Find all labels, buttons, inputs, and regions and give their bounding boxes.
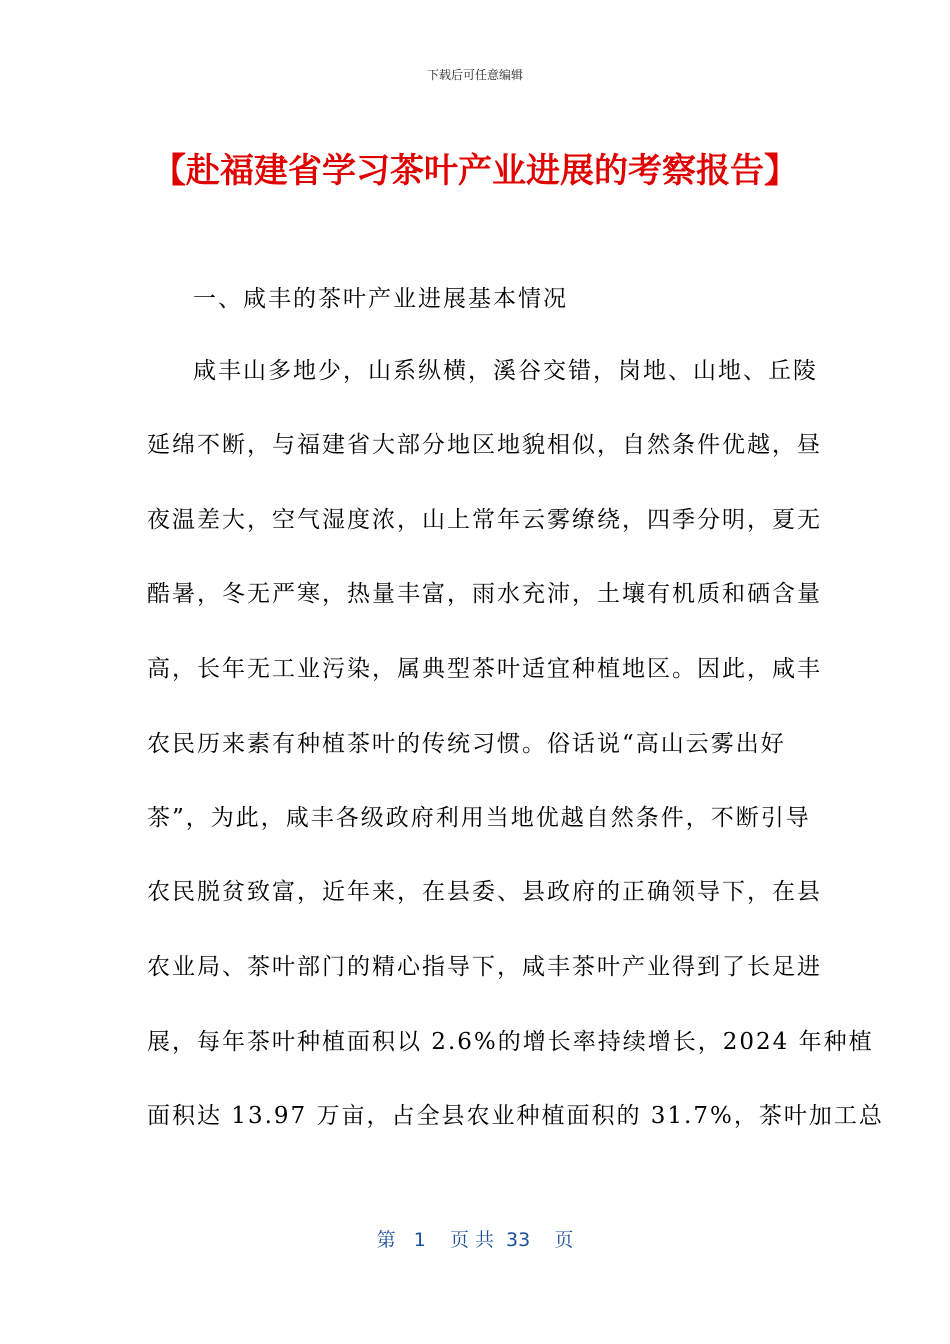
paragraph-line: 酷暑，冬无严寒，热量丰富，雨水充沛，土壤有机质和硒含量 — [147, 581, 822, 607]
paragraph-line: 延绵不断，与福建省大部分地区地貌相似，自然条件优越，昼 — [147, 432, 822, 458]
paragraph-line: 夜温差大，空气湿度浓，山上常年云雾缭绕，四季分明，夏无 — [147, 507, 822, 533]
paragraph-line: 高，长年无工业污染，属典型茶叶适宜种植地区。因此，咸丰 — [147, 656, 822, 682]
paragraph-line: 面积达 13.97 万亩，占全县农业种植面积的 31.7%，茶叶加工总 — [147, 1103, 884, 1129]
section-heading: 一、咸丰的茶叶产业进展基本情况 — [193, 286, 568, 312]
paragraph-line: 农民历来素有种植茶叶的传统习惯。俗话说“高山云雾出好 — [147, 731, 786, 757]
paragraph-line: 农业局、茶叶部门的精心指导下，咸丰茶叶产业得到了长足进 — [147, 954, 822, 980]
paragraph-line: 展，每年茶叶种植面积以 2.6%的增长率持续增长，2024 年种植 — [147, 1029, 874, 1055]
header-note: 下载后可任意编辑 — [426, 68, 523, 82]
paragraph-line: 咸丰山多地少，山系纵横，溪谷交错，岗地、山地、丘陵 — [193, 358, 818, 384]
paragraph-line: 茶”，为此，咸丰各级政府利用当地优越自然条件，不断引导 — [147, 805, 811, 831]
page-footer: 第 1 页 共 33 页 — [376, 1229, 574, 1251]
document-title: 【赴福建省学习茶叶产业进展的考察报告】 — [152, 151, 798, 191]
paragraph-line: 农民脱贫致富，近年来，在县委、县政府的正确领导下，在县 — [147, 879, 822, 905]
